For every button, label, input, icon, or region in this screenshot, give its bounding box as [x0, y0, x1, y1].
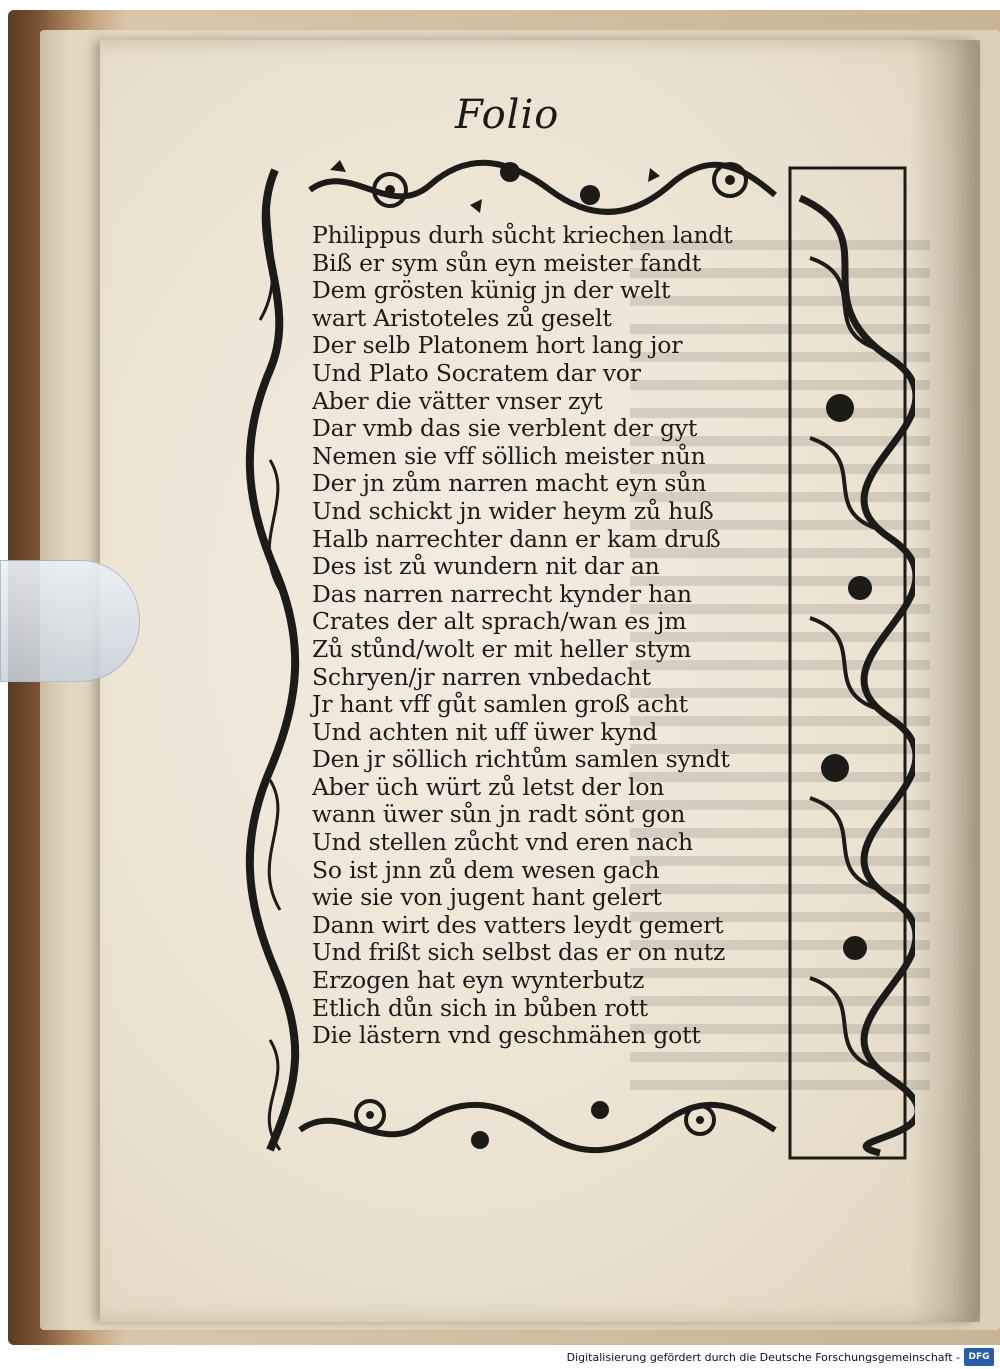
poem-line: Und schickt jn wider heym zů huß: [312, 496, 714, 525]
woodcut-border-left: [240, 160, 305, 1160]
poem-line: Der selb Platonem hort lang jor: [312, 331, 683, 360]
poem-line: Halb narrechter dann er kam druß: [312, 524, 721, 553]
poem-text: [312, 222, 782, 1050]
page-clip-icon: [0, 560, 140, 682]
funding-credit: Digitalisierung gefördert durch die Deutsche Forschungsgemeinschaft -: [566, 1351, 960, 1364]
poem-line: Und frißt sich selbst das er on nutz: [312, 938, 726, 967]
poem-line: wie sie von jugent hant gelert: [312, 883, 662, 912]
poem-line: Philippus durh sůcht kriechen landt: [312, 221, 733, 249]
woodcut-border-top: [240, 150, 780, 230]
poem-line: Der jn zům narren macht eyn sůn: [312, 469, 707, 498]
poem-line: Und Plato Socratem dar vor: [312, 358, 641, 387]
poem-line: Den jr söllich richtům samlen syndt: [312, 745, 730, 774]
poem-line: wart Aristoteles zů geselt: [312, 303, 612, 332]
poem-line: Und achten nit uff üwer kynd: [312, 717, 658, 746]
woodcut-border-bottom: [280, 1085, 780, 1165]
poem-line: Aber die vätter vnser zyt: [312, 386, 603, 415]
poem-line: Dem grösten künig jn der welt: [312, 276, 671, 305]
woodcut-border-right: [780, 158, 915, 1168]
poem-line: Die lästern vnd geschmähen gott: [312, 1021, 701, 1050]
poem-line: Biß er sym sůn eyn meister fandt: [312, 248, 701, 277]
poem-line: Nemen sie vff söllich meister nůn: [312, 441, 706, 470]
poem-line: wann üwer sůn jn radt sönt gon: [312, 800, 686, 829]
poem-line: Aber üch würt zů letst der lon: [312, 772, 665, 801]
poem-line: Etlich důn sich in bůben rott: [312, 993, 648, 1022]
poem-line: Jr hant vff gůt samlen groß acht: [312, 690, 688, 719]
poem-line: So ist jnn zů dem wesen gach: [312, 855, 660, 884]
dfg-logo-icon: DFG: [964, 1348, 994, 1366]
poem-line: Schryen/jr narren vnbedacht: [312, 662, 651, 691]
poem-line: Dar vmb das sie verblent der gyt: [312, 414, 698, 443]
poem-line: Crates der alt sprach/wan es jm: [312, 607, 687, 636]
poem-line: Des ist zů wundern nit dar an: [312, 552, 660, 581]
poem-line: Das narren narrecht kynder han: [312, 579, 692, 608]
poem-line: Dann wirt des vatters leydt gemert: [312, 910, 724, 939]
poem-line: Und stellen zůcht vnd eren nach: [312, 828, 693, 857]
folio-heading: Folio: [455, 92, 560, 138]
poem-line: Zů stůnd/wolt er mit heller stym: [312, 634, 692, 663]
poem-line: Erzogen hat eyn wynterbutz: [312, 966, 645, 995]
